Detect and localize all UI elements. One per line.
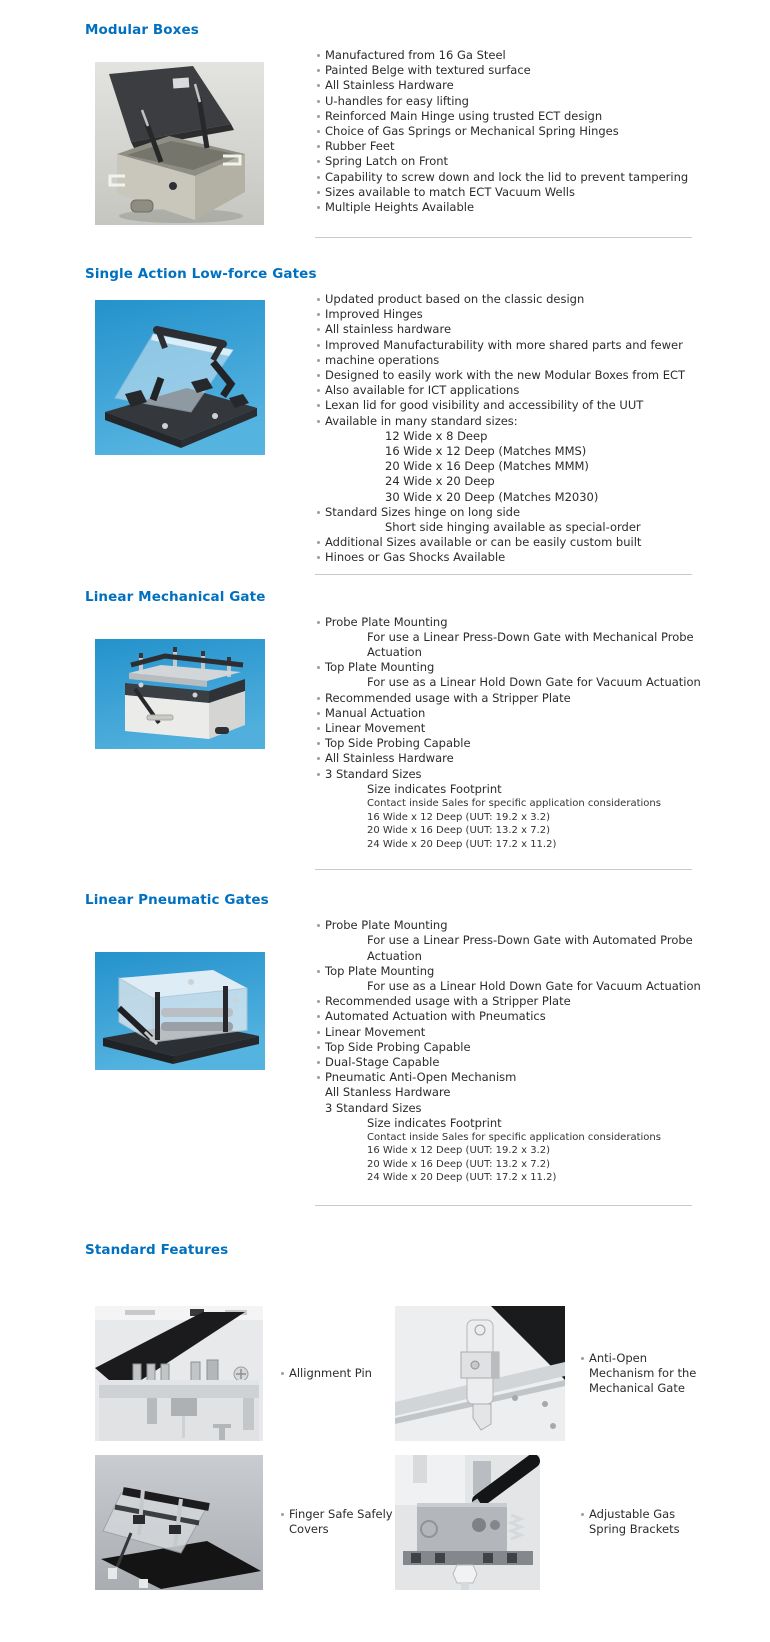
list-item: 24 Wide x 20 Deep (UUT: 17.2 x 11.2) <box>367 1172 557 1184</box>
section-heading: Modular Boxes <box>85 22 199 38</box>
list-item: 30 Wide x 20 Deep (Matches M2030) <box>385 489 599 504</box>
section-content-row <box>85 918 770 1185</box>
section-single-action-gates <box>85 266 770 575</box>
list-item: Updated product based on the classic design <box>315 292 770 307</box>
list-item: Painted Belge with textured surface <box>315 63 770 78</box>
section-heading: Standard Features <box>85 1241 229 1258</box>
list-item: 24 Wide x 20 Deep (UUT: 17.2 x 11.2) <box>367 838 557 850</box>
linear-pneumatic-gate-product-image <box>95 952 265 1070</box>
list-item: Manual Actuation <box>315 706 770 721</box>
list-item: Linear Movement <box>315 1025 770 1040</box>
feature-caption <box>579 1351 701 1396</box>
linear-mechanical-gate-product-image <box>95 639 265 749</box>
list-item: Spring Latch on Front <box>315 154 770 169</box>
feature-caption-text: Allignment Pin <box>289 1365 372 1380</box>
list-item: 3 Standard Sizes <box>325 1100 422 1115</box>
anti-open-mechanism-image <box>395 1306 565 1441</box>
list-item: All Stainless Hardware <box>315 751 770 766</box>
list-item: 20 Wide x 16 Deep (UUT: 13.2 x 7.2) <box>367 1158 551 1170</box>
section-divider <box>315 574 692 575</box>
list-item: Linear Movement <box>315 721 770 736</box>
feature-caption-text: Finger Safe Safely Covers <box>289 1507 393 1537</box>
list-item: Designed to easily work with the new Modular Boxes from ECT <box>315 368 770 383</box>
list-item: 20 Wide x 16 Deep (Matches MMM) <box>385 459 589 474</box>
feature-caption-text: Adjustable Gas Spring Brackets <box>589 1507 680 1537</box>
list-item: For use a Linear Press-Down Gate with Automated Probe <box>367 933 693 948</box>
list-item: Contact inside Sales for specific application considerations <box>367 798 661 810</box>
list-item: Additional Sizes available or can be easily custom built <box>315 535 770 550</box>
feature-cell <box>395 1306 701 1441</box>
feature-list <box>315 48 770 215</box>
feature-list <box>315 615 770 851</box>
list-item: Multiple Heights Available <box>315 200 770 215</box>
list-item: All Stanless Hardware <box>325 1085 451 1100</box>
list-item: 3 Standard Sizes <box>315 767 770 782</box>
list-item: Size indicates Footprint <box>367 781 502 796</box>
list-item: 16 Wide x 12 Deep (Matches MMS) <box>385 444 587 459</box>
list-item: Actuation <box>367 948 422 963</box>
list-item: Top Side Probing Capable <box>315 736 770 751</box>
alignment-pin-image <box>95 1306 265 1441</box>
list-item: Pneumatic Anti-Open Mechanism <box>315 1070 770 1085</box>
list-item: Capability to screw down and lock the lid to prevent tampering <box>315 170 770 185</box>
feature-caption <box>579 1507 701 1537</box>
list-item: Rubber Feet <box>315 139 770 154</box>
adjustable-gas-spring-bracket-image <box>395 1455 565 1590</box>
section-divider <box>315 237 692 238</box>
list-item: 24 Wide x 20 Deep <box>385 474 495 489</box>
features-row-2 <box>95 1455 770 1590</box>
list-item: Available in many standard sizes: <box>315 414 770 429</box>
list-item: Improved Hinges <box>315 307 770 322</box>
list-item: Recommended usage with a Stripper Plate <box>315 691 770 706</box>
feature-list <box>315 918 770 1185</box>
list-item: machine operations <box>315 353 770 368</box>
list-item: 16 Wide x 12 Deep (UUT: 19.2 x 3.2) <box>367 811 551 823</box>
section-heading: Linear Pneumatic Gates <box>85 892 269 909</box>
list-item: Choice of Gas Springs or Mechanical Spring Hinges <box>315 124 770 139</box>
list-item: Dual-Stage Capable <box>315 1055 770 1070</box>
finger-safe-covers-image <box>95 1455 265 1590</box>
modular-box-product-image <box>95 62 265 225</box>
section-standard-features <box>85 1242 770 1590</box>
list-item: Actuation <box>367 645 422 660</box>
list-item: For use as a Linear Hold Down Gate for Vacuum Actuation <box>367 675 701 690</box>
list-item: Standard Sizes hinge on long side <box>315 505 770 520</box>
list-item: Improved Manufacturability with more shared parts and fewer <box>315 338 770 353</box>
feature-cell <box>95 1306 395 1441</box>
list-item: Probe Plate Mounting <box>315 918 770 933</box>
list-item: Lexan lid for good visibility and accessibility of the UUT <box>315 398 770 413</box>
section-divider <box>315 1205 692 1206</box>
section-content-row <box>85 615 770 851</box>
list-item: 16 Wide x 12 Deep (UUT: 19.2 x 3.2) <box>367 1145 551 1157</box>
list-item: Contact inside Sales for specific application considerations <box>367 1131 661 1143</box>
section-divider <box>315 869 692 870</box>
single-action-gate-product-image <box>95 300 265 455</box>
list-item: Also available for ICT applications <box>315 383 770 398</box>
list-item: Short side hinging available as special-order <box>385 520 641 535</box>
list-item: Automated Actuation with Pneumatics <box>315 1009 770 1024</box>
feature-caption <box>279 1507 395 1537</box>
section-modular-boxes <box>85 22 770 238</box>
section-heading: Linear Mechanical Gate <box>85 588 266 605</box>
list-item: Recommended usage with a Stripper Plate <box>315 994 770 1009</box>
features-row-1 <box>95 1306 770 1441</box>
section-content-row <box>85 292 770 566</box>
list-item: Hinoes or Gas Shocks Available <box>315 550 770 565</box>
section-linear-pneumatic-gates <box>85 892 770 1206</box>
list-item: Manufactured from 16 Ga Steel <box>315 48 770 63</box>
list-item: For use a Linear Press-Down Gate with Mechanical Probe <box>367 629 694 644</box>
feature-caption <box>279 1366 395 1381</box>
list-item: 12 Wide x 8 Deep <box>385 428 488 443</box>
list-item: Top Side Probing Capable <box>315 1040 770 1055</box>
list-item: Sizes available to match ECT Vacuum Wells <box>315 185 770 200</box>
list-item: Top Plate Mounting <box>315 660 770 675</box>
list-item: Top Plate Mounting <box>315 964 770 979</box>
list-item: Probe Plate Mounting <box>315 615 770 630</box>
list-item: U-handles for easy lifting <box>315 94 770 109</box>
list-item: All stainless hardware <box>315 322 770 337</box>
feature-cell <box>395 1455 701 1590</box>
list-item: Size indicates Footprint <box>367 1115 502 1130</box>
feature-cell <box>95 1455 395 1590</box>
section-linear-mechanical-gate <box>85 589 770 870</box>
list-item: All Stainless Hardware <box>315 78 770 93</box>
list-item: Reinforced Main Hinge using trusted ECT design <box>315 109 770 124</box>
feature-caption-text: Anti-Open Mechanism for the Mechanical Gate <box>589 1350 697 1395</box>
section-heading: Single Action Low-force Gates <box>85 266 317 282</box>
list-item: 20 Wide x 16 Deep (UUT: 13.2 x 7.2) <box>367 825 551 837</box>
list-item: For use as a Linear Hold Down Gate for Vacuum Actuation <box>367 978 701 993</box>
feature-list <box>315 292 770 566</box>
section-content-row <box>85 48 770 225</box>
